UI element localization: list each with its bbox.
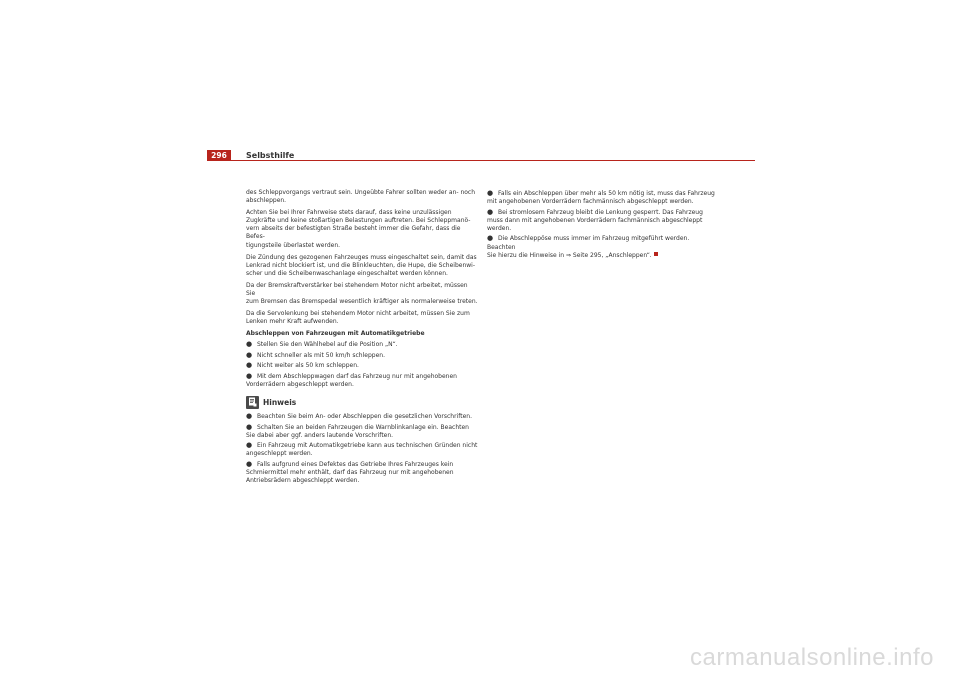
bullet-icon: ●	[246, 371, 253, 380]
note-item: ● Falls aufgrund eines Defektes das Getriebe Ihres Fahrzeuges kein Schmiermittel mehr enthält, darf das Fahrzeug nur mit angehobenen Antriebsrädern abgeschleppt werden.	[246, 459, 454, 485]
paragraph: des Schleppvorgangs vertraut sein. Ungeübte Fahrer sollten weder an- noch abschleppen.	[246, 189, 476, 205]
note-item: ● Beachten Sie beim An- oder Abschleppen die gesetzlichen Vorschriften.	[246, 411, 473, 420]
right-column	[487, 189, 719, 261]
paragraph: Da der Bremskraftverstärker bei stehendem Motor nicht arbeitet, müssen Sie zum Bremsen das Bremspedal wesentlich kräftiger als normalerweise treten.	[246, 281, 478, 306]
left-column	[246, 189, 478, 487]
watermark: carmanualsonline.info	[690, 644, 934, 671]
list-item: ● Stellen Sie den Wählhebel auf die Position „N“.	[246, 340, 398, 348]
bullet-icon: ●	[246, 422, 253, 431]
bullet-icon: ●	[246, 441, 253, 450]
bullet-icon: ●	[246, 361, 253, 370]
paragraph: Achten Sie bei Ihrer Fahrweise stets darauf, dass keine unzulässigen Zugkräfte und keine stoßartigen Belastungen auftreten. Bei Schleppmanö- vern abseits der befestigten Straße besteht immer die Gefahr, dass die Befes- tigungsteile überlastet werden.	[246, 209, 471, 249]
bullet-icon: ●	[246, 411, 253, 420]
note-title: Hinweis	[263, 397, 297, 407]
list-item: ● Die Abschleppöse muss immer im Fahrzeug mitgeführt werden. Beachten Sie hierzu die Hinweise in ⇒ Seite 295, „Anschleppen“.	[487, 234, 690, 259]
list-item: ● Falls ein Abschleppen über mehr als 50 km nötig ist, muss das Fahrzeug mit angehobenen Vorderrädern fachmännisch abgeschleppt werden.	[487, 189, 715, 206]
section-heading: Abschleppen von Fahrzeugen mit Automatikgetriebe	[246, 330, 425, 338]
list-item: ● Nicht schneller als mit 50 km/h schleppen.	[246, 350, 385, 359]
bullet-icon: ●	[246, 459, 253, 468]
list-item: ● Nicht weiter als 50 km schleppen.	[246, 361, 359, 370]
note-icon	[246, 396, 259, 409]
end-mark-icon	[654, 252, 658, 256]
page-reference-link[interactable]: Seite 295, „Anschleppen“.	[571, 251, 652, 259]
chapter-title: Selbsthilfe	[246, 151, 295, 160]
bullet-icon: ●	[487, 189, 494, 197]
paragraph: Da die Servolenkung bei stehendem Motor nicht arbeitet, müssen Sie zum Lenken mehr Kraft aufwenden.	[246, 310, 470, 326]
bullet-icon: ●	[487, 234, 494, 243]
paragraph: Die Zündung des gezogenen Fahrzeuges muss eingeschaltet sein, damit das Lenkrad nicht blockiert ist, und die Blinkleuchten, die Hupe, die Scheibenwi- scher und die Scheibenwaschanlage eingeschaltet werden können.	[246, 253, 477, 277]
arrow-icon: ⇒	[565, 251, 572, 259]
note-header	[246, 396, 478, 409]
list-item: ● Mit dem Abschleppwagen darf das Fahrzeug nur mit angehobenen Vorderrädern abgeschleppt werden.	[246, 371, 457, 388]
bullet-icon: ●	[246, 350, 253, 359]
note-item: ● Ein Fahrzeug mit Automatikgetriebe kann aus technischen Gründen nicht angeschleppt werden.	[246, 441, 478, 458]
note-item: ● Schalten Sie an beiden Fahrzeugen die Warnblinkanlage ein. Beachten Sie dabei aber ggf. anders lautende Vorschriften.	[246, 422, 469, 439]
bullet-icon: ●	[487, 207, 494, 216]
bullet-icon: ●	[246, 340, 253, 348]
list-item: ● Bei stromlosem Fahrzeug bleibt die Lenkung gesperrt. Das Fahrzeug muss dann mit angehobenen Vorderrädern fachmännisch abgeschleppt werden.	[487, 207, 703, 232]
page-number: 296	[207, 150, 231, 161]
